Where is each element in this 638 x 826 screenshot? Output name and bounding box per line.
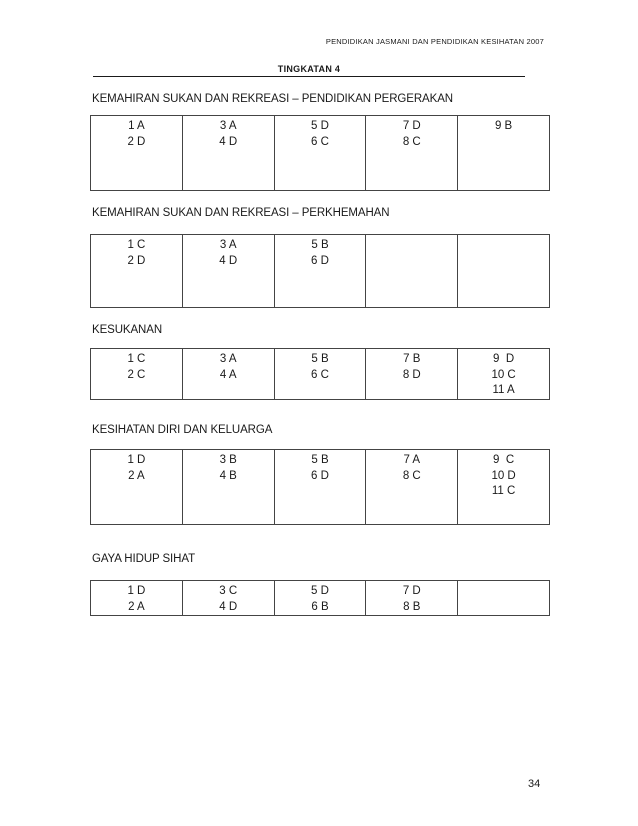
answer-cell	[91, 581, 183, 616]
answer: 6 B	[311, 600, 329, 613]
answer: 5 D	[311, 120, 329, 132]
answer-table-kesukanan	[90, 348, 550, 400]
answer: 4 D	[219, 600, 238, 613]
answer: 9 B	[494, 120, 513, 132]
answer-cell	[182, 235, 274, 308]
answer: 3 A	[219, 239, 237, 251]
answer-table-pendidikan-pergerakan	[90, 115, 550, 191]
answer: 3 A	[219, 353, 237, 365]
title-underline	[93, 76, 525, 77]
table-row	[91, 235, 550, 308]
answer-cell	[182, 581, 274, 616]
answer-table-gaya-hidup-sihat	[90, 580, 550, 616]
page-number: 34	[528, 778, 541, 790]
answer-cell	[366, 116, 458, 191]
answer: 1 C	[127, 239, 146, 251]
answer: 2 A	[128, 600, 145, 613]
answer: 3 A	[219, 120, 237, 132]
answer: 1 D	[127, 454, 146, 466]
answer: 2 C	[127, 368, 146, 381]
answer: 5 D	[311, 585, 329, 597]
answer-cell	[91, 450, 183, 525]
section-title-kesihatan-diri: KESIHATAN DIRI DAN KELUARGA	[92, 424, 273, 436]
answer: 2 D	[127, 254, 146, 267]
answer-table-perkhemahan	[90, 234, 550, 308]
answer: 5 B	[311, 454, 329, 466]
running-header: PENDIDIKAN JASMANI DAN PENDIDIKAN KESIHATAN 2007	[325, 37, 544, 46]
answer: 4 D	[219, 254, 238, 267]
answer: 5 B	[311, 239, 329, 251]
answer: 4 A	[219, 368, 237, 381]
answer-cell	[274, 116, 366, 191]
answer: 6 D	[311, 254, 329, 267]
section-title-kesukanan: KESUKANAN	[92, 324, 163, 336]
table-row	[91, 349, 550, 400]
answer: 7 A	[403, 454, 421, 466]
answer-cell	[366, 349, 458, 400]
answer-cell	[91, 349, 183, 400]
answer-cell	[274, 581, 366, 616]
answer-cell	[274, 235, 366, 308]
answer: 7 D	[402, 120, 421, 132]
level-title: TINGKATAN 4	[277, 64, 341, 74]
answer-cell	[458, 450, 550, 525]
answer: 4 D	[219, 135, 238, 148]
answer: 1 C	[127, 353, 146, 365]
answer-cell	[182, 450, 274, 525]
answer-cell	[366, 581, 458, 616]
answer-cell-empty	[458, 235, 550, 308]
answer: 6 C	[311, 135, 329, 148]
answer-cell	[274, 450, 366, 525]
answer-cell	[274, 349, 366, 400]
answer: 10 C	[491, 368, 516, 381]
answer: 8 B	[403, 600, 421, 613]
answer-cell-empty	[458, 581, 550, 616]
answer: 2 D	[127, 135, 146, 148]
answer: 1 A	[128, 120, 145, 132]
answer-cell	[91, 116, 183, 191]
answer: 4 B	[219, 469, 237, 482]
answer: 7 B	[403, 353, 421, 365]
answer: 8 C	[402, 135, 421, 148]
section-title-gaya-hidup-sihat: GAYA HIDUP SIHAT	[92, 553, 195, 565]
table-row	[91, 581, 550, 616]
section-title-perkhemahan: KEMAHIRAN SUKAN DAN REKREASI – PERKHEMAHAN	[92, 207, 390, 219]
table-row	[91, 450, 550, 525]
answer-cell	[458, 116, 550, 191]
section-title-pendidikan-pergerakan: KEMAHIRAN SUKAN DAN REKREASI – PENDIDIKAN PERGERAKAN	[92, 93, 453, 105]
answer: 11 A	[492, 384, 515, 396]
answer: 8 D	[402, 368, 421, 381]
answer: 6 D	[311, 469, 329, 482]
answer: 2 A	[128, 469, 145, 482]
answer: 6 C	[311, 368, 329, 381]
answer-cell	[366, 450, 458, 525]
answer: 9 D	[493, 353, 515, 365]
answer: 1 D	[127, 585, 146, 597]
answer-cell	[458, 349, 550, 400]
answer: 5 B	[311, 353, 329, 365]
answer-cell	[182, 349, 274, 400]
answer: 10 D	[491, 469, 516, 482]
answer: 11 C	[491, 485, 516, 497]
answer-table-kesihatan-diri	[90, 449, 550, 525]
answer: 3 C	[219, 585, 238, 597]
answer-cell-empty	[366, 235, 458, 308]
answer: 9 C	[493, 454, 515, 466]
answer: 8 C	[402, 469, 421, 482]
table-row	[91, 116, 550, 191]
answer: 7 D	[402, 585, 421, 597]
answer: 3 B	[219, 454, 237, 466]
answer-cell	[182, 116, 274, 191]
answer-cell	[91, 235, 183, 308]
